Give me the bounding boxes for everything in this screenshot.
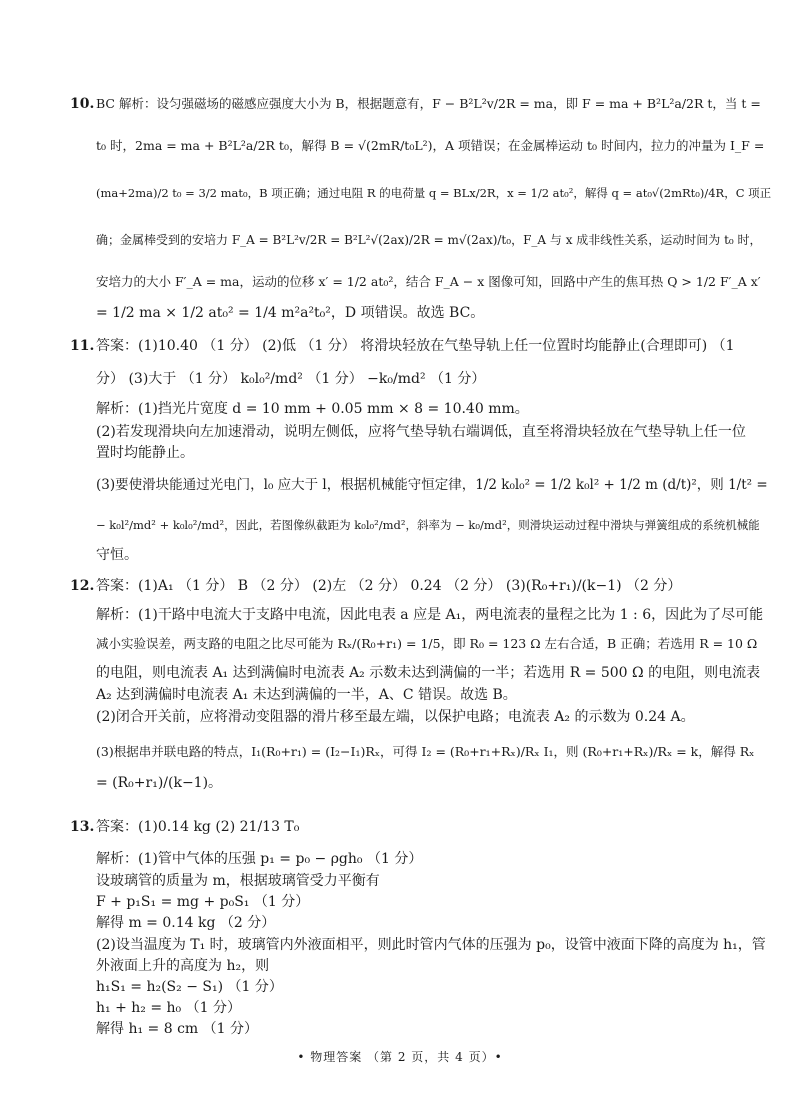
q12-line-4: 的电阻，则电流表 A₁ 达到满偏时电流表 A₂ 示数未达到满偏的一半；若选用 R = 500 Ω 的电阻，则电流表 — [96, 665, 761, 681]
question-number: 13. — [70, 819, 95, 835]
q10-line-3: (ma+2ma)/2 t₀ = 3/2 mat₀，B 项正确；通过电阻 R 的电荷量 q = BLx/2R，x = 1/2 at₀²，解得 q = at₀√(2mRt₀)/4R，C 项正 — [96, 186, 772, 200]
q13-line-3: 设玻璃管的质量为 m，根据玻璃管受力平衡有 — [96, 873, 380, 889]
q13-line-10: 解得 h₁ = 8 cm （1 分） — [96, 1021, 258, 1037]
q13-line-4: F + p₁S₁ = mg + p₀S₁ （1 分） — [96, 894, 310, 910]
q12-line-6: (2)闭合开关前，应将滑动变阻器的滑片移至最左端，以保护电路；电流表 A₂ 的示数为 0.24 A。 — [96, 709, 695, 725]
q11-line-5: 置时均能静止。 — [96, 445, 194, 461]
q11-line-6: (3)要使滑块能通过光电门，l₀ 应大于 l，根据机械能守恒定律，1/2 k₀l₀² = 1/2 k₀l² + 1/2 m (d/t)²，则 1/t² = — [96, 477, 768, 493]
q12-line-3: 减小实验误差，两支路的电阻之比尽可能为 Rₓ/(R₀+r₁) = 1/5，即 R₀ = 123 Ω 左右合适，B 正确；若选用 R = 10 Ω — [96, 636, 758, 651]
q11-line-4: (2)若发现滑块向左加速滑动，说明左侧低，应将气垫导轨右端调低，直至将滑块轻放在气垫导轨上任一位 — [96, 424, 746, 440]
question-number: 11. — [70, 338, 95, 354]
q13-line-5: 解得 m = 0.14 kg （2 分） — [96, 915, 276, 931]
q13-line-9: h₁ + h₂ = h₀ （1 分） — [96, 1000, 241, 1016]
q12-line-5: A₂ 达到满偏时电流表 A₁ 未达到满偏的一半，A、C 错误。故选 B。 — [96, 687, 517, 703]
q10-line-6: = 1/2 ma × 1/2 at₀² = 1/4 m²a²t₀²，D 项错误。故选 BC。 — [96, 305, 485, 321]
q10-line-5: 安培力的大小 F′_A = ma，运动的位移 x′ = 1/2 at₀²，结合 F_A − x 图像可知，回路中产生的焦耳热 Q > 1/2 F′_A x′ — [96, 274, 761, 289]
q11-line-2: 分） (3)大于 （1 分） k₀l₀²/md² （1 分） −k₀/md² （1 分） — [96, 371, 486, 387]
q10-line-4: 确；金属棒受到的安培力 F_A = B²L²v/2R = B²L²√(2ax)/2R = m√(2ax)/t₀，F_A 与 x 成非线性关系，运动时间为 t₀ 时， — [96, 233, 762, 247]
q11-line-1: 答案：(1)10.40 （1 分） (2)低 （1 分） 将滑块轻放在气垫导轨上任一位置时均能静止(合理即可) （1 — [96, 338, 735, 354]
q10-line-2: t₀ 时，2ma = ma + B²L²a/2R t₀，解得 B = √(2mR/t₀L²)，A 项错误；在金属棒运动 t₀ 时间内，拉力的冲量为 I_F = — [96, 138, 765, 153]
q12-line-7: (3)根据串并联电路的特点，I₁(R₀+r₁) = (I₂−I₁)Rₓ，可得 I₂ = (R₀+r₁+Rₓ)/Rₓ I₁，则 (R₀+r₁+Rₓ)/Rₓ = k，解得 Rₓ — [96, 744, 755, 759]
q12-line-8: = (R₀+r₁)/(k−1)。 — [96, 775, 223, 791]
q12-line-2: 解析：(1)干路中电流大于支路中电流，因此电表 a 应是 A₁，两电流表的量程之比为 1 : 6，因此为了尽可能 — [96, 607, 764, 623]
question-number: 12. — [70, 578, 95, 594]
q11-line-3: 解析：(1)挡光片宽度 d = 10 mm + 0.05 mm × 8 = 10.40 mm。 — [96, 401, 529, 417]
q13-line-8: h₁S₁ = h₂(S₂ − S₁) （1 分） — [96, 979, 283, 995]
q11-line-7: − k₀l²/md² + k₀l₀²/md²，因此，若图像纵截距为 k₀l₀²/md²，斜率为 − k₀/md²，则滑块运动过程中滑块与弹簧组成的系统机械能 — [96, 518, 760, 532]
q13-line-6: (2)设当温度为 T₁ 时，玻璃管内外液面相平，则此时管内气体的压强为 p₀，设管中液面下降的高度为 h₁，管 — [96, 937, 766, 953]
page-footer: • 物理答案 （第 2 页，共 4 页）• — [297, 1050, 503, 1064]
q13-line-7: 外液面上升的高度为 h₂，则 — [96, 958, 270, 974]
question-number: 10. — [70, 96, 95, 112]
q13-line-1: 答案：(1)0.14 kg (2) 21/13 T₀ — [96, 819, 300, 835]
q10-line-1: BC 解析：设匀强磁场的磁感应强度大小为 B，根据题意有，F − B²L²v/2R = ma，即 F = ma + B²L²a/2R t，当 t = — [96, 96, 761, 111]
q13-line-2: 解析：(1)管中气体的压强 p₁ = p₀ − ρgh₀ （1 分） — [96, 851, 423, 867]
q11-line-8: 守恒。 — [96, 547, 138, 563]
q12-line-1: 答案：(1)A₁ （1 分） B （2 分） (2)左 （2 分） 0.24 （2 分） (3)(R₀+r₁)/(k−1) （2 分） — [96, 578, 682, 594]
